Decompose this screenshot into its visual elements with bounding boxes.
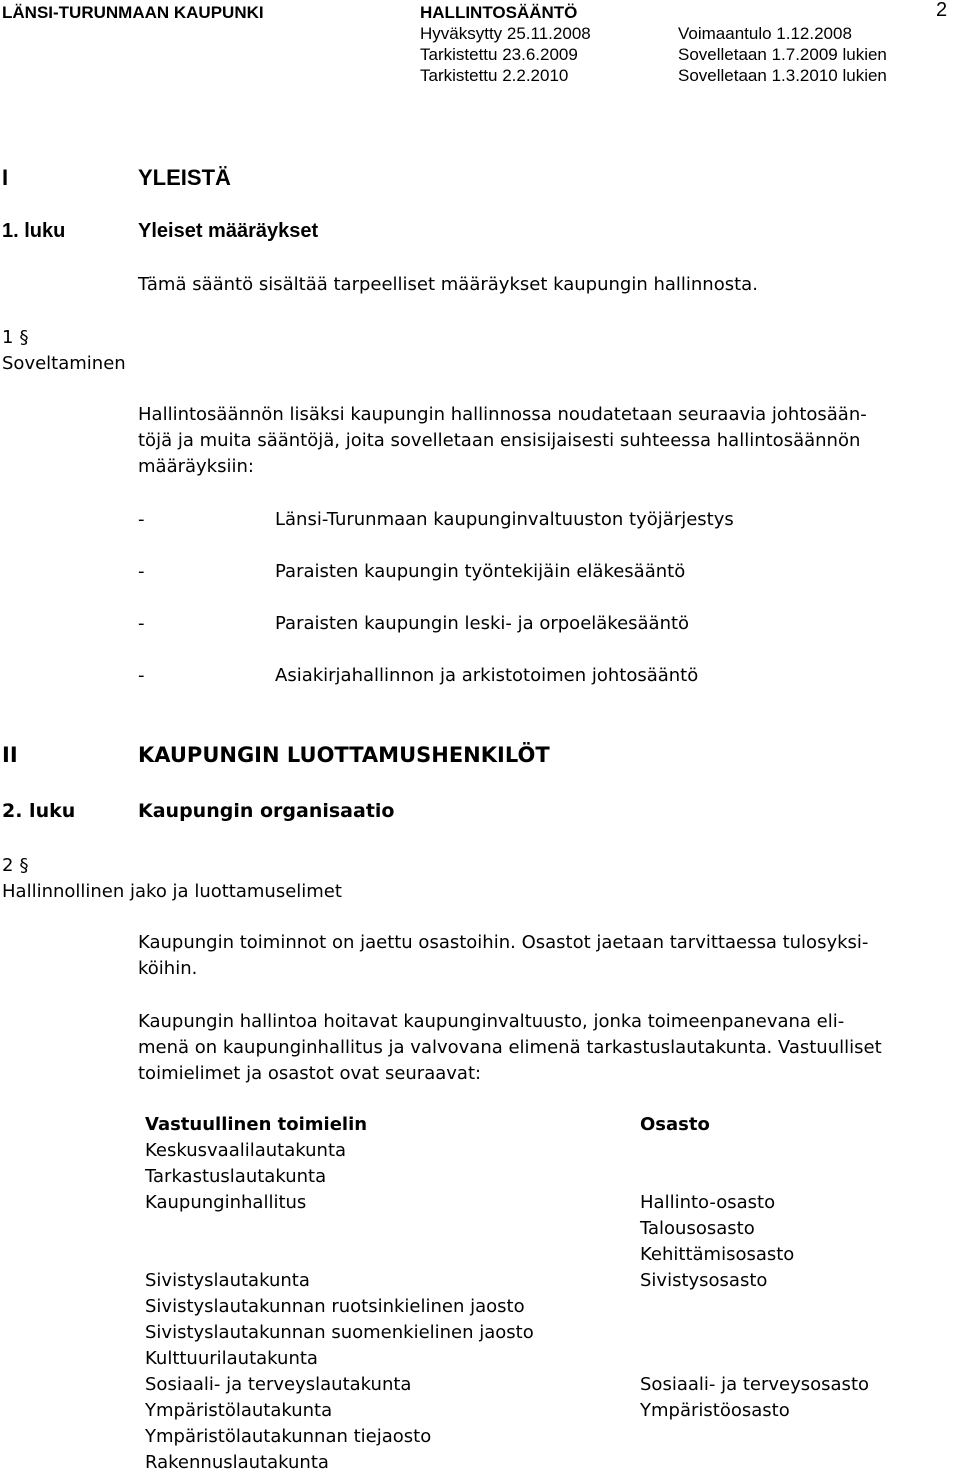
section-symbol: § [19,855,29,876]
org-table-toimielin-cell: Sivistyslautakunta [145,1270,310,1291]
org-table-toimielin-cell: Tarkastuslautakunta [145,1166,327,1187]
org-table-header-osasto: Osasto [640,1114,710,1135]
date-approved: Hyväksytty 25.11.2008 [420,24,591,43]
section2-para2-line-1: Kaupungin hallintoa hoitavat kaupunginvaltuusto, jonka toimeenpanevana eli- [138,1011,845,1032]
section1-title: Soveltaminen [2,353,126,374]
chapter1-number: 1. luku [2,220,66,242]
org-table-toimielin-cell: Ympäristölautakunnan tiejaosto [145,1426,432,1447]
org-table-toimielin-cell: Kulttuurilautakunta [145,1348,318,1369]
org-table-toimielin-cell: Sivistyslautakunnan ruotsinkielinen jaosto [145,1296,525,1317]
org-table-toimielin-cell: Ympäristölautakunta [145,1400,333,1421]
chapter1-title: Yleiset määräykset [138,220,319,242]
bullet-item: Paraisten kaupungin työntekijäin eläkesääntö [275,561,686,582]
section2-heading [2,853,28,879]
part1-numeral: I [2,165,9,190]
org-table-toimielin-cell: Sivistyslautakunnan suomenkielinen jaosto [145,1322,534,1343]
date-applied-2: Sovelletaan 1.3.2010 lukien [678,66,887,85]
section1-paragraph-line-1: Hallintosäännön lisäksi kaupungin hallinnossa noudatetaan seuraavia johtosään- [138,404,867,425]
org-table-toimielin-cell: Kaupunginhallitus [145,1192,307,1213]
section1-paragraph-line-3: määräyksiin: [138,456,254,477]
org-table-osasto-cell: Talousosasto [640,1218,755,1239]
bullet-marker: - [138,665,145,686]
date-revised-1: Tarkistettu 23.6.2009 [420,45,578,64]
section2-para2-line-2: menä on kaupunginhallitus ja valvovana elimenä tarkastuslautakunta. Vastuulliset [138,1037,882,1058]
section2-para1-line-1: Kaupungin toiminnot on jaettu osastoihin. Osastot jaetaan tarvittaessa tulosyksi- [138,932,869,953]
date-revised-2: Tarkistettu 2.2.2010 [420,66,569,85]
page-number: 2 [936,0,948,21]
part2-numeral: II [2,743,18,767]
org-table-header-toimielin: Vastuullinen toimielin [145,1114,368,1135]
part1-title: YLEISTÄ [138,165,231,190]
chapter2-number: 2. luku [2,800,76,822]
section1-number: 1 [2,327,14,348]
org-table-toimielin-cell: Keskusvaalilautakunta [145,1140,347,1161]
bullet-item: Länsi-Turunmaan kaupunginvaltuuston työjärjestys [275,509,734,530]
section1-paragraph-line-2: töjä ja muita sääntöjä, joita sovelletaan ensisijaisesti suhteessa hallintosäännön [138,430,861,451]
section2-para1-line-2: köihin. [138,958,198,979]
section1-heading [2,325,28,351]
bullet-marker: - [138,613,145,634]
org-table-toimielin-cell: Rakennuslautakunta [145,1452,329,1473]
org-table-osasto-cell: Sosiaali- ja terveysosasto [640,1374,870,1395]
header-organization: LÄNSI-TURUNMAAN KAUPUNKI [2,3,264,22]
section2-number: 2 [2,855,14,876]
org-table-toimielin-cell: Sosiaali- ja terveyslautakunta [145,1374,412,1395]
date-applied-1: Sovelletaan 1.7.2009 lukien [678,45,887,64]
org-table-osasto-cell: Ympäristöosasto [640,1400,790,1421]
part2-title: KAUPUNGIN LUOTTAMUSHENKILÖT [138,743,550,767]
section2-para2-line-3: toimielimet ja osastot ovat seuraavat: [138,1063,482,1084]
section2-title: Hallinnollinen jako ja luottamuselimet [2,881,342,902]
bullet-item: Asiakirjahallinnon ja arkistotoimen johtosääntö [275,665,699,686]
org-table-osasto-cell: Hallinto-osasto [640,1192,776,1213]
chapter1-intro: Tämä sääntö sisältää tarpeelliset määräykset kaupungin hallinnosta. [138,274,758,295]
bullet-marker: - [138,561,145,582]
bullet-marker: - [138,509,145,530]
bullet-item: Paraisten kaupungin leski- ja orpoeläkesääntö [275,613,690,634]
chapter2-title: Kaupungin organisaatio [138,800,395,822]
header-document-title: HALLINTOSÄÄNTÖ [420,3,578,22]
org-table-osasto-cell: Sivistysosasto [640,1270,768,1291]
date-effective: Voimaantulo 1.12.2008 [678,24,852,43]
section-symbol: § [19,327,29,348]
org-table-osasto-cell: Kehittämisosasto [640,1244,795,1265]
